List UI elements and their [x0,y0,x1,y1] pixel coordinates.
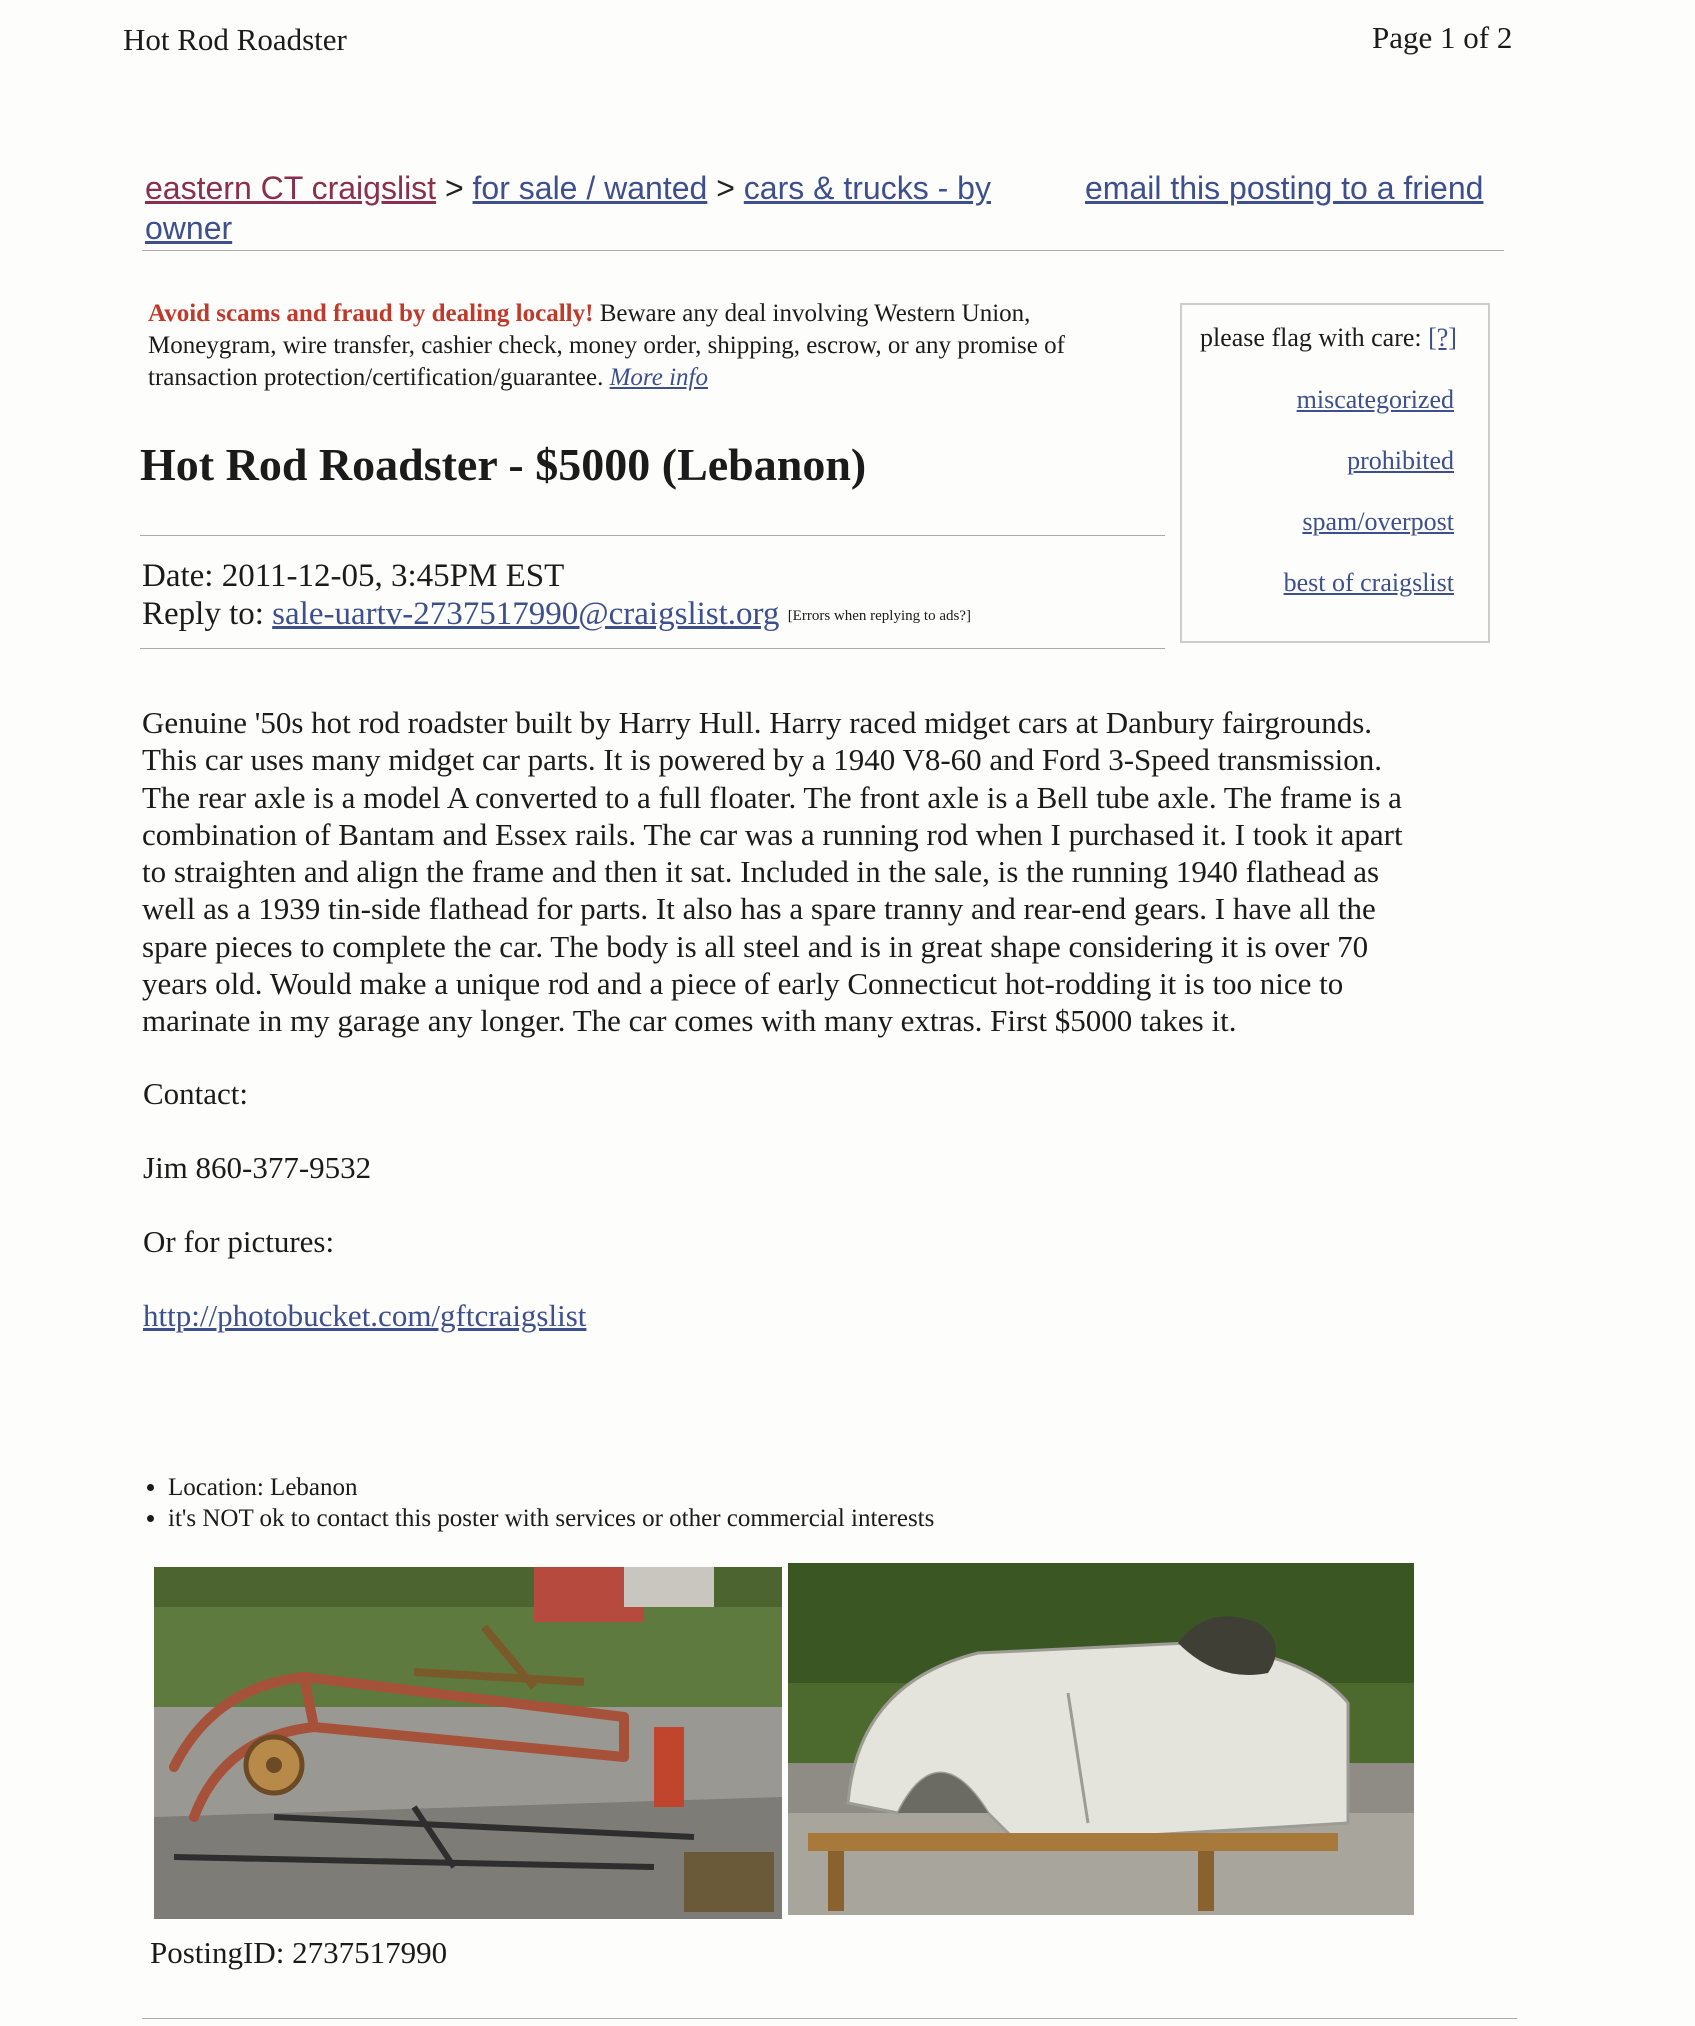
flag-box [1180,303,1490,643]
body-line: combination of Bantam and Essex rails. The car was a running rod when I purchased it. I took it apart [142,816,1403,852]
flag-best-of-link[interactable]: best of craigslist [1283,568,1454,597]
date-value: 2011-12-05, 3:45PM EST [221,558,565,594]
body-line: spare pieces to complete the car. The body is all steel and is in great shape considering it is over 70 [142,928,1369,964]
title-divider [140,535,1165,536]
body-line: The rear axle is a model A converted to a full floater. The front axle is a Bell tube axle. The frame is a [142,779,1402,815]
breadcrumb-subcategory-link[interactable]: cars & trucks - by owner [145,170,991,246]
breadcrumb-category-link[interactable]: for sale / wanted [472,170,708,206]
print-header-title: Hot Rod Roadster [123,22,347,57]
body-line: This car uses many midget car parts. It is powered by a 1940 V8-60 and Ford 3-Speed transmission. [142,742,1383,778]
breadcrumb-separator: > [444,170,464,206]
more-info-link[interactable]: More info [609,364,708,391]
footer-divider [142,2018,1517,2019]
chassis-photo-image [154,1567,782,1919]
email-to-friend-link[interactable]: email this posting to a friend [1085,170,1484,206]
chassis-photo[interactable] [154,1567,782,1919]
reply-to [142,594,971,634]
reply-label: Reply to: [142,596,264,632]
photobucket-link[interactable]: http://photobucket.com/gftcraigslist [143,1298,587,1333]
contact-info: Jim 860-377-9532 [143,1150,372,1185]
date-label: Date: [142,558,214,594]
posting-id: PostingID: 2737517990 [150,1935,448,1970]
print-page-number: Page 1 of 2 [1372,20,1513,55]
body-line: marinate in my garage any longer. The car comes with many extras. First $5000 takes it. [142,1003,1237,1039]
breadcrumb-separator: > [716,170,735,206]
no-solicitation-item: • it's NOT ok to contact this poster with services or other commercial interests [168,1503,934,1534]
meta-divider [140,648,1165,649]
posting-body [142,704,1522,1040]
flag-spam-link[interactable]: spam/overpost [1302,507,1454,536]
reply-errors-link[interactable]: [Errors when replying to ads?] [787,608,971,624]
roadster-body-photo-image [788,1563,1414,1915]
flag-help-link[interactable]: [?] [1428,323,1457,352]
flag-heading-label: please flag with care: [1200,323,1422,352]
posting-details-list [138,1472,934,1534]
posting-title: Hot Rod Roadster - $5000 (Lebanon) [140,439,867,490]
header-divider [142,250,1504,251]
body-line: to straighten and align the frame and then it sat. Included in the sale, is the running 1940 flathead as [142,854,1380,890]
location-item: • Location: Lebanon [168,1472,934,1503]
roadster-body-photo[interactable] [788,1563,1414,1915]
flag-prohibited-link[interactable]: prohibited [1347,446,1454,475]
scam-warning: Avoid scams and fraud by dealing locally! [148,300,594,327]
contact-label: Contact: [143,1076,249,1111]
pictures-label: Or for pictures: [143,1224,335,1259]
scam-notice [148,298,1148,394]
body-line: years old. Would make a unique rod and a piece of early Connecticut hot-rodding it is too nice to [142,966,1344,1002]
breadcrumb-home-link[interactable]: eastern CT craigslist [145,170,437,206]
body-line: Genuine '50s hot rod roadster built by Harry Hull. Harry raced midget cars at Danbury fairgrounds. [142,705,1373,740]
body-line: well as a 1939 tin-side flathead for parts. It also has a spare tranny and rear-end gears. I have all the [142,891,1376,927]
breadcrumb [145,168,1045,248]
reply-email-link[interactable]: sale-uartv-2737517990@craigslist.org [272,596,780,632]
flag-heading [1200,323,1457,353]
scam-text: Beware any deal involving Western Union, Moneygram, wire transfer, cashier check, money order, shipping, escrow, or any promise of transaction protection/certification/guarantee. [148,300,1065,391]
flag-miscategorized-link[interactable]: miscategorized [1296,385,1454,414]
posting-date [142,556,564,596]
